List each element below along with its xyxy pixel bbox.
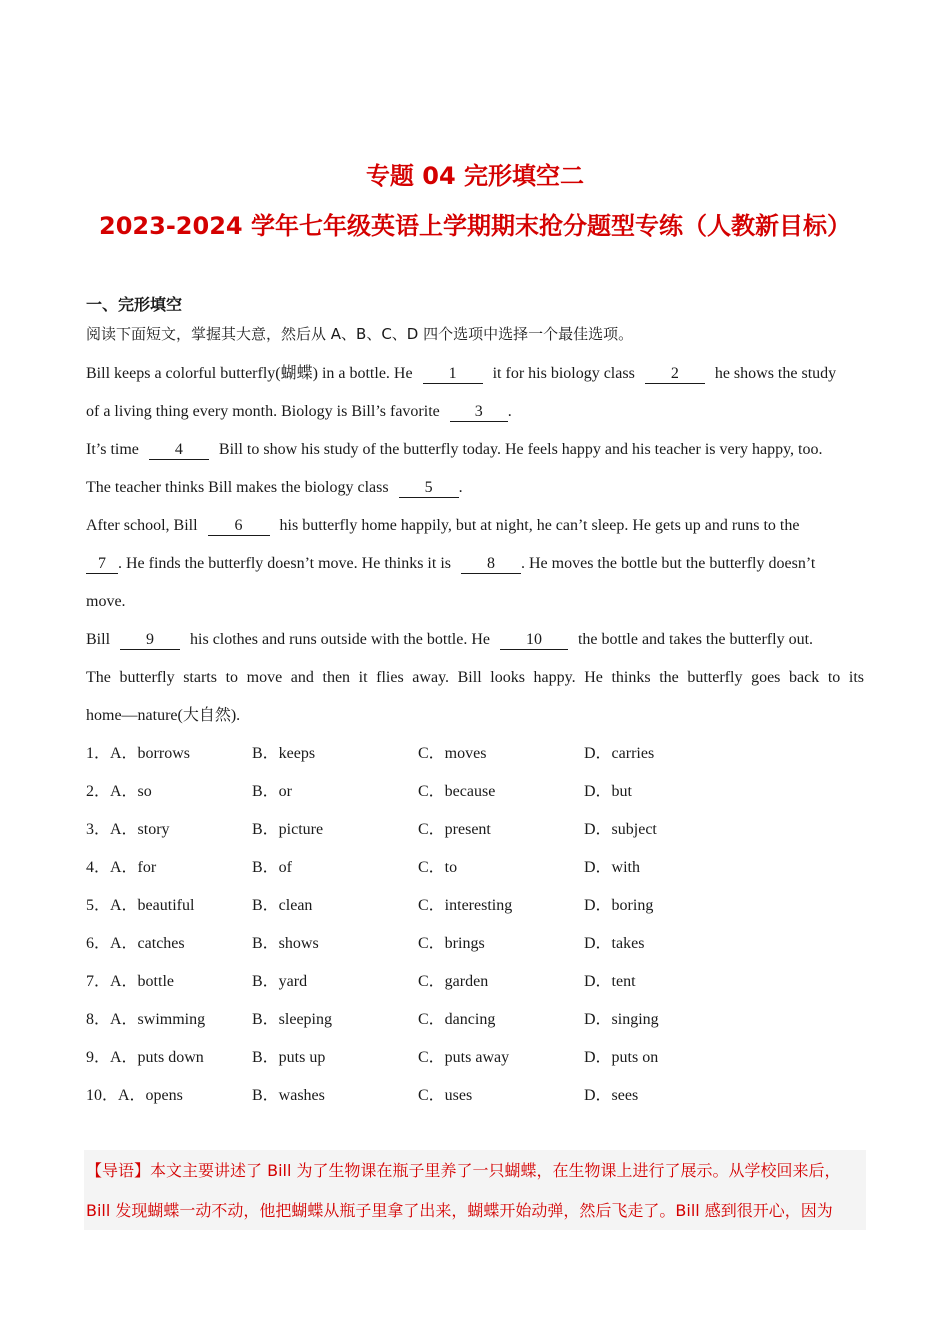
option-c: C．garden <box>418 973 489 990</box>
passage-line <box>86 439 822 461</box>
passage-text: home—nature(大自然). <box>86 707 241 724</box>
option-d: D．subject <box>584 821 657 838</box>
option-a: 5．A．beautiful <box>86 897 195 914</box>
option-b: B．of <box>252 859 293 876</box>
blank-2: 2 <box>645 365 705 384</box>
question-row <box>86 857 786 879</box>
passage-text: It’s time <box>86 441 139 458</box>
passage-text: . He moves the bottle but the butterfly doesn’t <box>521 555 816 572</box>
blank-6: 6 <box>208 517 270 536</box>
passage-line <box>86 515 799 537</box>
document-title: 专题 04 完形填空二 <box>365 162 585 190</box>
option-b: B．keeps <box>252 745 316 762</box>
option-d: D．tent <box>584 973 636 990</box>
passage-text: Bill keeps a colorful butterfly(蝴蝶) in a bottle. He <box>86 365 413 382</box>
passage-text: the bottle and takes the butterfly out. <box>577 631 814 648</box>
option-a: 4．A．for <box>86 859 157 876</box>
passage-text: . <box>458 479 463 496</box>
blank-1: 1 <box>423 365 483 384</box>
option-c: C．because <box>418 783 496 800</box>
question-row <box>86 819 786 841</box>
option-c: C．puts away <box>418 1049 510 1066</box>
blank-5: 5 <box>399 479 459 498</box>
option-c: C．moves <box>418 745 487 762</box>
blank-3: 3 <box>450 403 508 422</box>
option-a: 9．A．puts down <box>86 1049 204 1066</box>
option-d: D．with <box>584 859 641 876</box>
option-d: D．boring <box>584 897 654 914</box>
option-b: B．clean <box>252 897 313 914</box>
passage-text: of a living thing every month. Biology is Bill’s favorite <box>86 403 440 420</box>
passage-text: After school, Bill <box>86 517 198 534</box>
option-b: B．yard <box>252 973 308 990</box>
question-row <box>86 743 786 765</box>
option-d: D．takes <box>584 935 645 952</box>
option-b: B．washes <box>252 1087 325 1104</box>
option-d: D．sees <box>584 1087 639 1104</box>
passage-line <box>86 629 813 651</box>
passage-text: . He finds the butterfly doesn’t move. He thinks it is <box>118 555 451 572</box>
option-b: B．sleeping <box>252 1011 332 1028</box>
passage-text: Bill to show his study of the butterfly today. He feels happy and his teacher is very happy, too. <box>218 441 823 458</box>
option-d: D．singing <box>584 1011 659 1028</box>
option-d: D．but <box>584 783 633 800</box>
option-a: 3．A．story <box>86 821 170 838</box>
option-c: C．uses <box>418 1087 473 1104</box>
question-row <box>86 971 786 993</box>
option-d: D．puts on <box>584 1049 659 1066</box>
option-d: D．carries <box>584 745 655 762</box>
passage-text: move. <box>86 593 126 610</box>
instruction-text: 阅读下面短文，掌握其大意，然后从 A、B、C、D 四个选项中选择一个最佳选项。 <box>86 325 634 343</box>
blank-10: 10 <box>500 631 568 650</box>
option-c: C．to <box>418 859 458 876</box>
question-row <box>86 781 786 803</box>
option-a: 8．A．swimming <box>86 1011 206 1028</box>
option-a: 7．A．bottle <box>86 973 174 990</box>
passage-line <box>86 401 512 423</box>
passage-line <box>86 553 815 575</box>
blank-7: 7 <box>86 555 118 574</box>
option-c: C．interesting <box>418 897 513 914</box>
guide-text: 【导语】本文主要讲述了 Bill 为了生物课在瓶子里养了一只蝴蝶，在生物课上进行了展示。从学校回来后， <box>86 1161 841 1180</box>
passage-text: The butterfly starts to move and then it flies away. Bill looks happy. He thinks the butterfly goes back to its <box>86 669 864 686</box>
blank-8: 8 <box>461 555 521 574</box>
passage-text: Bill <box>86 631 111 648</box>
option-b: B．or <box>252 783 293 800</box>
option-a: 6．A．catches <box>86 935 185 952</box>
document-subtitle: 2023-2024 学年七年级英语上学期期末抢分题型专练（人教新目标） <box>99 212 851 240</box>
section-heading: 一、完形填空 <box>86 295 183 314</box>
option-a: 1．A．borrows <box>86 745 190 762</box>
guide-text: Bill 发现蝴蝶一动不动，他把蝴蝶从瓶子里拿了出来，蝴蝶开始动弹，然后飞走了。Bill 感到很开心，因为 <box>86 1201 833 1220</box>
passage-line <box>86 477 463 499</box>
passage-text: . <box>507 403 512 420</box>
passage-text: The teacher thinks Bill makes the biology class <box>86 479 389 496</box>
option-b: B．shows <box>252 935 319 952</box>
passage-text: his butterfly home happily, but at night, he can’t sleep. He gets up and runs to the <box>279 517 800 534</box>
option-a: 10．A．opens <box>86 1087 183 1104</box>
option-c: C．dancing <box>418 1011 496 1028</box>
question-row <box>86 1047 786 1069</box>
option-a: 2．A．so <box>86 783 152 800</box>
question-row <box>86 1085 786 1107</box>
blank-9: 9 <box>120 631 180 650</box>
question-row <box>86 933 786 955</box>
passage-text: his clothes and runs outside with the bottle. He <box>190 631 490 648</box>
option-c: C．present <box>418 821 491 838</box>
passage-line <box>86 363 836 385</box>
option-b: B．picture <box>252 821 324 838</box>
option-b: B．puts up <box>252 1049 326 1066</box>
passage-text: it for his biology class <box>492 365 635 382</box>
question-row <box>86 1009 786 1031</box>
option-c: C．brings <box>418 935 485 952</box>
blank-4: 4 <box>149 441 209 460</box>
passage-text: he shows the study <box>714 365 837 382</box>
question-row <box>86 895 786 917</box>
